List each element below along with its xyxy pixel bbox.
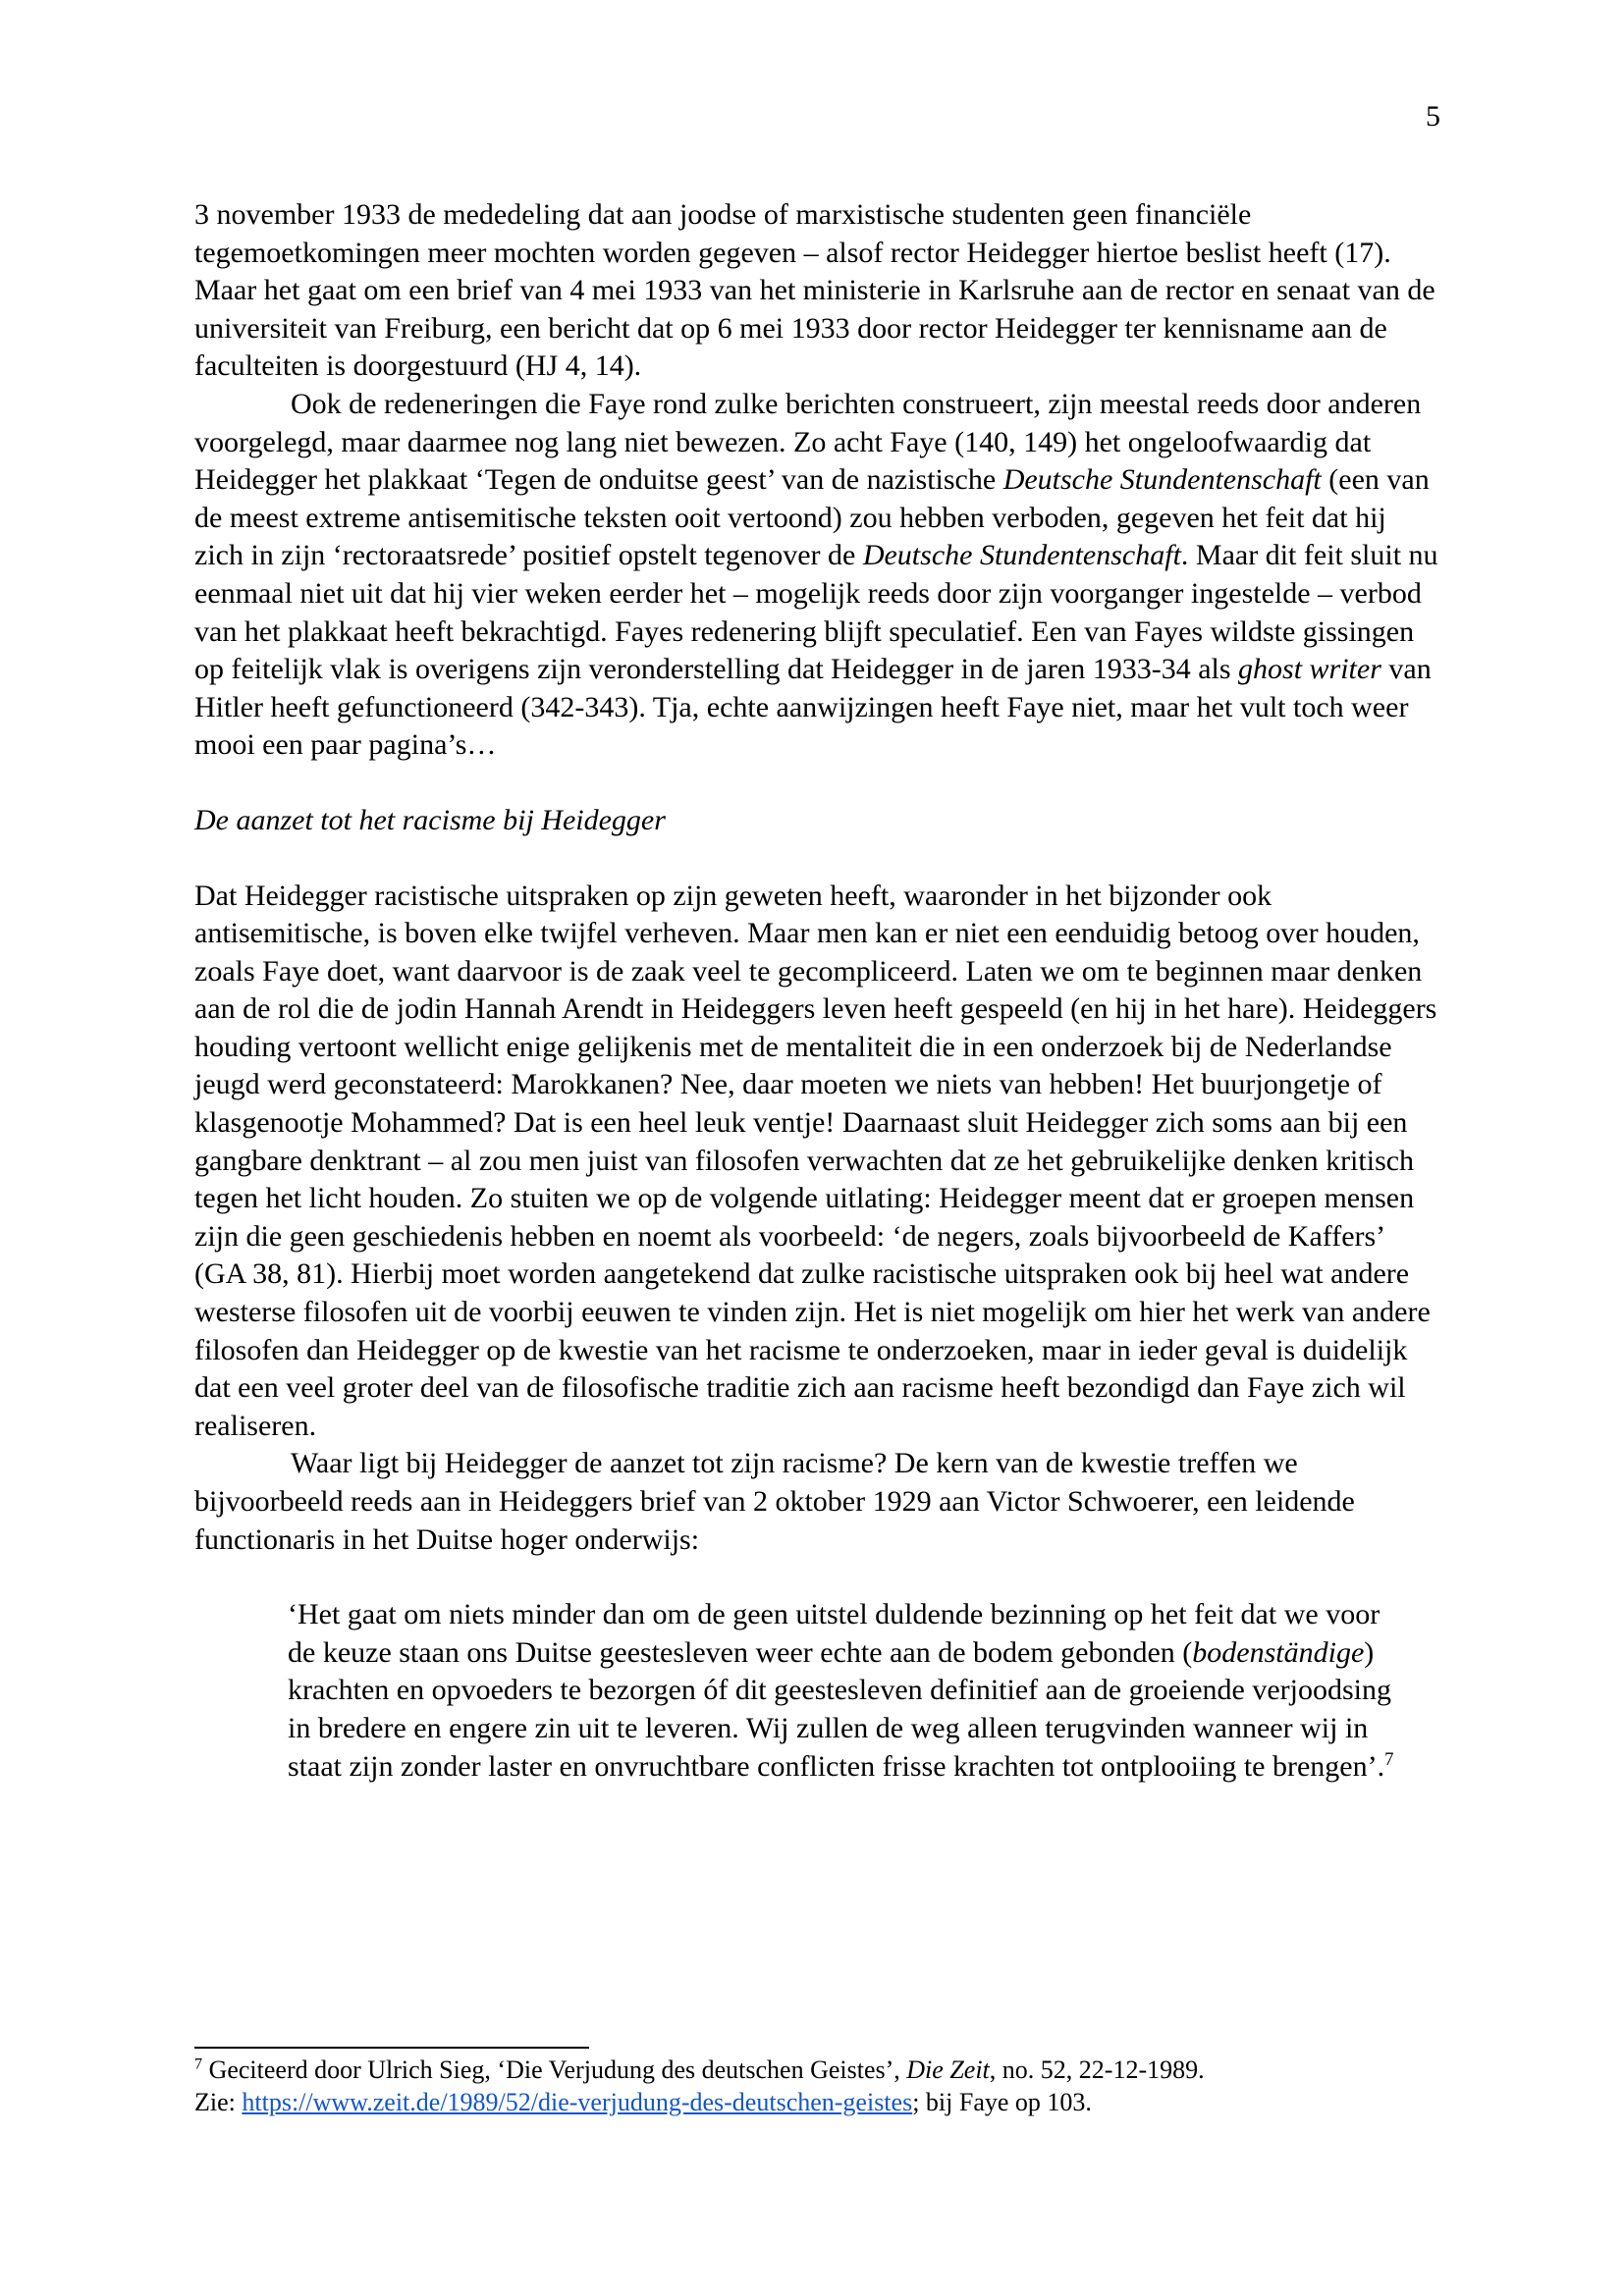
- paragraph-origin: Waar ligt bij Heidegger de aanzet tot zijn racisme? De kern van de kwestie treffen we bijvoorbeeld reeds aan in Heideggers brief van 2 oktober 1929 aan Victor Schwoerer, een leidende functionaris in het Duitse hoger onderwijs:: [194, 1447, 1355, 1556]
- block-quote: [288, 1596, 1412, 1786]
- footnote-7: [194, 2054, 1439, 2118]
- italic-term: Deutsche Stundentenschaft: [862, 539, 1181, 572]
- footnotes: [194, 2054, 1439, 2118]
- text-run: Zie:: [194, 2088, 243, 2116]
- text-run: van Hitler heeft gefunctioneerd (342-343). Tja, echte aanwijzingen heeft Faye niet, maar het vult toch weer mooi een paar pagina’s…: [194, 653, 1432, 762]
- text-run: , no. 52, 22-12-1989.: [989, 2056, 1205, 2084]
- text-run: ; bij Faye op 103.: [912, 2088, 1092, 2116]
- footnote-separator: [194, 2047, 589, 2049]
- text-run: ‘Het gaat om niets minder dan om de geen uitstel duldende bezinning op het feit dat we voor de keuze staan ons Duitse geestesleven weer echte aan de bodem gebonden (: [288, 1598, 1380, 1669]
- page-number: 5: [1426, 100, 1440, 133]
- text-run: (een van de meest extreme antisemitische teksten ooit vertoond) zou hebben verboden, gegeven het feit dat hij zich in zijn ‘rectoraatsrede’ positief opstelt tegenover de: [194, 463, 1430, 572]
- footnote-marker: 7: [194, 2056, 203, 2073]
- paragraph-continuation: 3 november 1933 de mededeling dat aan joodse of marxistische studenten geen financiële tegemoetkomingen meer mochten worden gegeven – alsof rector Heidegger hiertoe beslist heeft (17). Maar het gaat om een brief van 4 mei 1933 van het ministerie in Karlsruhe aan de rector en senaat van de universiteit van Freiburg, een bericht dat op 6 mei 1933 door rector Heidegger ter kennisname aan de faculteiten is doorgestuurd (HJ 4, 14).: [194, 198, 1435, 383]
- text-run: Ook de redeneringen die Faye rond zulke berichten construeert, zijn meestal reeds door anderen voorgelegd, maar daarmee nog lang niet bewezen. Zo acht Faye (140, 149) het ongeloofwaardig dat Heidegger het plakkaat ‘Tegen de onduitse geest’ van de nazistische: [194, 387, 1422, 497]
- paragraph-racism: Dat Heidegger racistische uitspraken op zijn geweten heeft, waaronder in het bijzonder ook antisemitische, is boven elke twijfel verheven. Maar men kan er niet een eenduidig betoog over houden, zoals Faye doet, want daarvoor is de zaak veel te gecompliceerd. Laten we om te beginnen maar denken aan de rol die de jodin Hannah Arendt in Heideggers leven heeft gespeeld (en hij in het hare). Heideggers houding vertoont wellicht enige gelijkenis met de mentaliteit die in een onderzoek bij de Nederlandse jeugd werd geconstateerd: Marokkanen? Nee, daar moeten we niets van hebben! Het buurjongetje of klasgenootje Mohammed? Dat is een heel leuk ventje! Daarnaast sluit Heidegger zich soms aan bij een gangbare denktrant – al zou men juist van filosofen verwachten dat ze het gebruikelijke denken kritisch tegen het licht houden. Zo stuiten we op de volgende uitlating: Heidegger meent dat er groepen mensen zijn die geen geschiedenis hebben en noemt als voorbeeld: ‘de negers, zoals bijvoorbeeld de Kaffers’ (GA 38, 81). Hierbij moet worden aangetekend dat zulke racistische uitspraken ook bij heel wat andere westerse filosofen uit de voorbij eeuwen te vinden zijn. Het is niet mogelijk om hier het werk van andere filosofen dan Heidegger op de kwestie van het racisme te onderzoeken, maar in ieder geval is duidelijk dat een veel groter deel van de filosofische traditie zich aan racisme heeft bezondigd dan Faye zich wil realiseren.: [194, 879, 1437, 1442]
- text-run: . Maar dit feit sluit nu eenmaal niet uit dat hij vier weken eerder het – mogelijk reeds door zijn voorganger ingestelde – verbod van het plakkaat heeft bekrachtigd. Fayes redenering blijft speculatief. Een van Fayes wildste gissingen op feitelijk vlak is overigens zijn veronderstelling dat Heidegger in de jaren 1933-34 als: [194, 539, 1438, 686]
- footnote-link[interactable]: https://www.zeit.de/1989/52/die-verjudung-des-deutschen-geistes: [242, 2088, 913, 2116]
- text-run: ) krachten en opvoeders te bezorgen óf dit geestesleven definitief aan de groeiende verjoodsing in bredere en engere zin uit te leveren. Wij zullen de weg alleen terugvinden wanneer wij in staat zijn zonder laster en onvruchtbare conflicten frisse krachten tot ontplooiing te brengen’.: [288, 1635, 1392, 1783]
- text-run: Geciteerd door Ulrich Sieg, ‘Die Verjudung des deutschen Geistes’,: [202, 2056, 907, 2084]
- body-text: [194, 196, 1439, 1786]
- italic-term: Deutsche Stundentenschaft: [1002, 463, 1322, 497]
- italic-term: ghost writer: [1238, 653, 1381, 686]
- paragraph-faye-reasoning: [194, 386, 1439, 765]
- italic-term: Die Zeit: [906, 2056, 990, 2084]
- footnote-reference[interactable]: 7: [1384, 1748, 1394, 1770]
- italic-term: bodenständige: [1192, 1635, 1365, 1669]
- section-heading: De aanzet tot het racisme bij Heidegger: [194, 803, 666, 836]
